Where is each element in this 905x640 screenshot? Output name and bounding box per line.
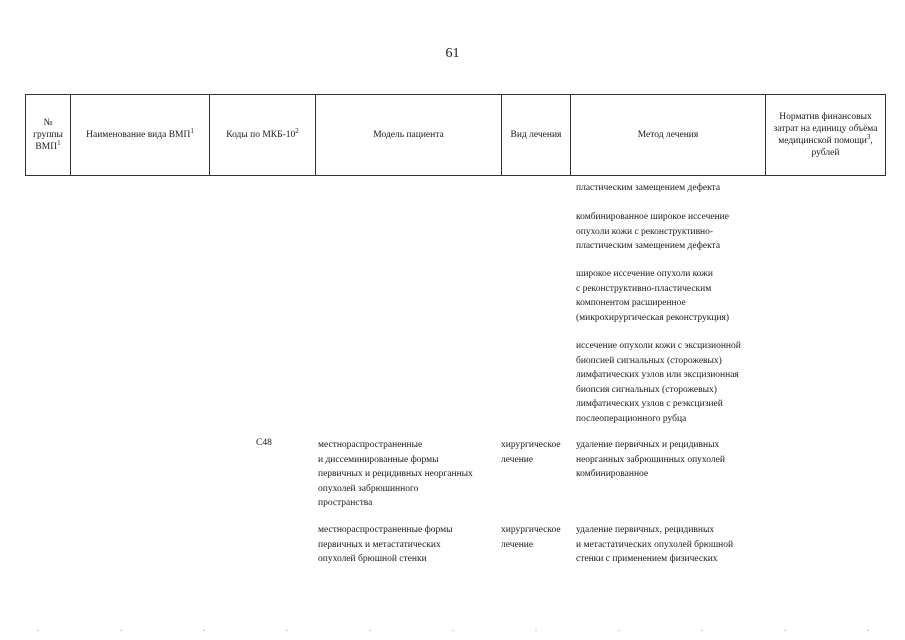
header-treatment-type: Вид лечения [502, 95, 571, 176]
header-patient-model: Модель пациента [316, 95, 502, 176]
patient-model-text: местнораспространенные формы первичных и метастатических опухолей брюшной стенки [318, 525, 453, 565]
treatment-type-text: хирургическое лечение [501, 440, 561, 465]
header-treatment-method: Метод лечения [571, 95, 766, 176]
method-text: иссечение опухоли кожи с эксцизионной биопсией сигнальных (сторожевых) лимфатических узлов или эксцизионная биопсия сигнальных (сторожевых) лимфатических узлов с реэксцизией послеоперационного рубца [576, 341, 741, 424]
page-number: 61 [445, 46, 460, 61]
method-text: комбинированное широкое иссечение опухоли кожи с реконструктивно- пластическим замещением дефекта [576, 212, 729, 252]
icd-code: C48 [256, 438, 272, 448]
header-group-number: № группы ВМП$^1$ [26, 95, 71, 176]
scan-artifact [0, 630, 905, 631]
header-vmp-name: Наименование вида ВМП$^1$ [71, 95, 210, 176]
header-icd-codes: Коды по МКБ-$10^2$ [210, 95, 316, 176]
treatment-type-text: хирургическое лечение [501, 525, 561, 550]
table-header [25, 94, 886, 176]
header-cost-standard: Норматив финансовых затрат на единицу объёма медицинской помощи$^3$, рублей [766, 95, 886, 176]
method-text: пластическим замещением дефекта [576, 183, 721, 193]
method-text: широкое иссечение опухоли кожи с реконструктивно-пластическим компонентом расширенное (микрохирургическая реконструкция) [576, 269, 730, 323]
patient-model-text: местнораспространенные и диссеминированные формы первичных и рецидивных неорганных опухолей забрюшинного пространства [318, 440, 473, 509]
method-text: удаление первичных и рецидивных неорганных забрюшинных опухолей комбинированное [576, 440, 725, 480]
method-text: удаление первичных, рецидивных и метастатических опухолей брюшной стенки с применением физических [576, 525, 734, 565]
